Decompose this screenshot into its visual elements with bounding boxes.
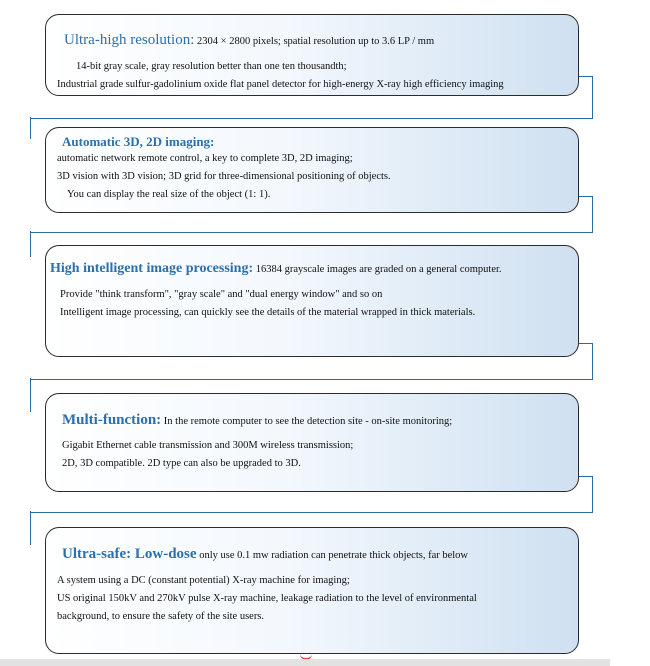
feature-line: A system using a DC (constant potential) X-ray machine for imaging; <box>57 575 350 586</box>
bottom-scroll-strip <box>0 659 610 666</box>
feature-title: High intelligent image processing: <box>50 261 254 276</box>
connector-line <box>30 196 593 233</box>
connector-line <box>30 511 32 545</box>
feature-line: 2D, 3D compatible. 2D type can also be upgraded to 3D. <box>62 458 301 469</box>
feature-title-line <box>64 32 434 49</box>
feature-title-rest: In the remote computer to see the detection site - on-site monitoring; <box>161 416 453 427</box>
feature-line: 14-bit gray scale, gray resolution better than one ten thousandth; <box>76 61 347 72</box>
feature-title-rest: only use 0.1 mw radiation can penetrate thick objects, far below <box>196 550 469 561</box>
feature-title: Ultra-safe: Low-dose <box>62 546 197 562</box>
feature-line: 3D vision with 3D vision; 3D grid for three-dimensional positioning of objects. <box>57 171 391 182</box>
connector-line <box>30 378 32 412</box>
feature-line: You can display the real size of the object (1: 1). <box>67 189 271 200</box>
feature-line: Intelligent image processing, can quickly see the details of the material wrapped in thick materials. <box>60 307 476 318</box>
connector-line <box>30 343 593 380</box>
feature-title-line <box>62 546 468 563</box>
feature-title-rest: 2304 × 2800 pixels; spatial resolution up to 3.6 LP / mm <box>194 36 435 47</box>
feature-title-line <box>62 412 452 429</box>
feature-title: Ultra-high resolution: <box>64 32 195 48</box>
connector-line <box>30 76 593 119</box>
connector-line <box>579 76 592 78</box>
connector-line <box>30 231 32 257</box>
feature-line: Gigabit Ethernet cable transmission and 300M wireless transmission; <box>62 440 354 451</box>
feature-title-line <box>62 134 214 150</box>
feature-title-line <box>50 261 502 277</box>
feature-line: Industrial grade sulfur-gadolinium oxide flat panel detector for high-energy X-ray high efficiency imaging <box>57 79 504 90</box>
feature-title-rest: 16384 grayscale images are graded on a general computer. <box>253 264 502 275</box>
connector-line <box>30 117 32 139</box>
feature-title: Automatic 3D, 2D imaging: <box>62 134 215 149</box>
feature-line: US original 150kV and 270kV pulse X-ray machine, leakage radiation to the level of environmental <box>57 593 477 604</box>
feature-line: background, to ensure the safety of the site users. <box>57 611 265 622</box>
connector-line <box>30 476 593 513</box>
feature-title: Multi-function: <box>62 412 162 428</box>
feature-line: automatic network remote control, a key to complete 3D, 2D imaging; <box>57 153 353 164</box>
feature-line: Provide "think transform", "gray scale" and "dual energy window" and so on <box>60 289 383 300</box>
